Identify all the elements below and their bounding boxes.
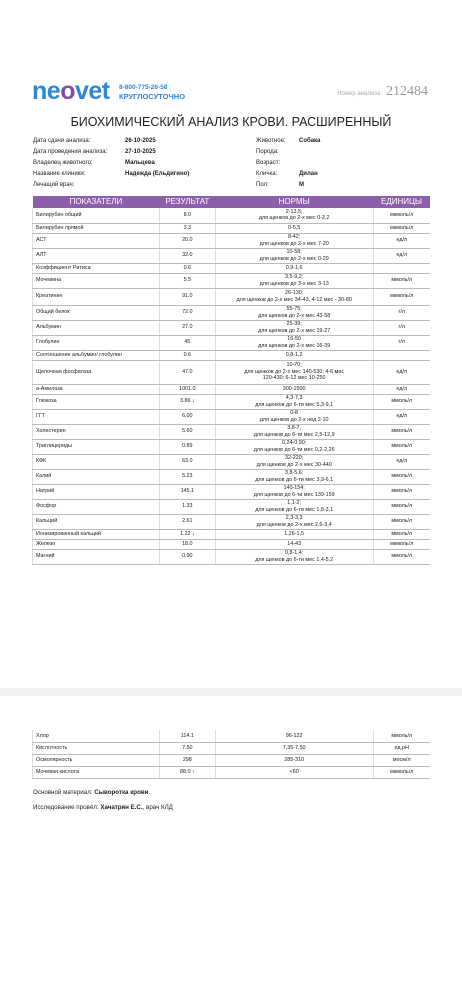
column-header-result: РЕЗУЛЬТАТ <box>159 196 215 208</box>
info-value: Дилан <box>299 171 318 177</box>
unit-value: ммоль/л <box>373 514 430 529</box>
indicator-name: Холестерин <box>33 424 160 439</box>
indicator-name: Билирубин общий <box>33 208 160 223</box>
norm-line: 0-5,5 <box>288 224 301 231</box>
unit-value: ед/л <box>373 454 430 469</box>
info-value: М <box>299 182 304 188</box>
table-row <box>33 742 431 754</box>
unit-value: ед/л <box>373 384 430 394</box>
norm-range <box>215 335 373 350</box>
unit-value: г/л <box>373 305 430 320</box>
info-row <box>33 158 189 169</box>
result-value: 8.0 <box>159 208 215 223</box>
unit-value: г/л <box>373 335 430 350</box>
info-row <box>33 136 189 147</box>
norm-line: для щенков до 6-ти мес 1,4-5,2 <box>255 556 334 563</box>
result-value: 3.86 ↓ <box>159 394 215 409</box>
info-value: 26-10-2025 <box>125 138 156 144</box>
analysis-number-label: Номер анализа: <box>337 91 382 97</box>
logo-text-part: ne <box>32 77 61 105</box>
norm-range <box>215 360 373 384</box>
unit-value: ммоль/л <box>373 529 430 539</box>
info-label: Порода: <box>256 149 279 155</box>
column-header-indicator: ПОКАЗАТЕЛИ <box>33 196 160 208</box>
unit-value: мкмоль/л <box>373 208 430 223</box>
table-row <box>33 484 431 499</box>
result-value: 0.90 <box>159 549 215 564</box>
indicator-name: КФК <box>33 454 160 469</box>
info-value: Надежда (Ельдигино) <box>125 171 190 177</box>
result-value: 88.0 ↑ <box>159 766 215 778</box>
indicator-name: Мочевина <box>33 273 160 288</box>
performer-name: Хачатрян Е.С. <box>100 804 143 811</box>
norm-line: для щенков до 6-ти мес 2,5-12,9 <box>253 431 335 438</box>
indicator-name: Триглицериды <box>33 439 160 454</box>
document-title: БИОХИМИЧЕСКИЙ АНАЛИЗ КРОВИ. РАСШИРЕННЫЙ <box>70 115 392 129</box>
unit-value: мкмоль/л <box>373 288 430 305</box>
logo-text-accent: o <box>60 77 75 105</box>
norm-line: 0,8-1,2 <box>285 351 303 358</box>
info-row <box>256 147 320 158</box>
result-value: 45 <box>159 335 215 350</box>
norm-range <box>215 409 373 424</box>
norm-line: 0,9-1,6 <box>285 264 303 271</box>
norm-line: 3,5-9,2; <box>285 274 304 280</box>
norm-range <box>215 208 373 223</box>
unit-value: мкмоль/л <box>373 539 430 549</box>
result-value: 0.6 <box>159 263 215 273</box>
performer-label: Исследование провёл: <box>33 804 101 811</box>
norm-line: для щенков до 2-х мес 43-58 <box>258 312 331 319</box>
norm-line: для щенков до 2-х мес 0-2,2 <box>258 215 330 222</box>
material-line <box>33 789 150 796</box>
norm-range <box>215 273 373 288</box>
result-value: 63.0 <box>159 454 215 469</box>
result-value: 0.89 <box>159 439 215 454</box>
table-row <box>33 424 431 439</box>
norm-line: для щенков до 2-х мес 34-43, 4-12 мес - 30-80 <box>236 296 352 303</box>
info-label: Кличка: <box>256 171 278 177</box>
table-row <box>33 499 431 514</box>
norm-range <box>215 754 373 766</box>
table-row <box>33 439 431 454</box>
table-row <box>33 248 431 263</box>
norm-line: для щенков до 6-ти мес 3,9-6,1 <box>255 476 334 483</box>
info-row <box>256 169 320 180</box>
norm-line: <60 <box>289 768 299 775</box>
result-value: 32.0 <box>159 248 215 263</box>
result-value: 27.0 <box>159 320 215 335</box>
indicator-name: Щелочная фосфатаза <box>33 360 160 384</box>
indicator-name: Магний <box>33 549 160 564</box>
table-row <box>33 766 431 778</box>
norm-range <box>215 549 373 564</box>
analysis-number-value: 212484 <box>386 84 428 99</box>
norm-line: 16-50 <box>287 336 302 342</box>
table-row <box>33 360 431 384</box>
info-value: Собака <box>299 138 321 144</box>
result-value: 1.33 <box>159 499 215 514</box>
norm-line: для щенков до 2-х мес 0-29 <box>259 255 329 262</box>
norm-line: 2,3-3,3 <box>285 515 303 521</box>
norm-range <box>215 742 373 754</box>
indicator-name: Осмолярность <box>33 754 160 766</box>
unit-value: ммоль/л <box>373 439 430 454</box>
norm-line: 25-39; <box>286 321 302 327</box>
phone-number: 8-800-775-26-58 <box>119 84 168 91</box>
norm-line: 3,8-7, <box>287 425 302 431</box>
norm-range <box>215 766 373 778</box>
norm-range <box>215 469 373 484</box>
norm-line: 1,26-1,5 <box>284 530 305 537</box>
norm-line: для щенков до 2-х мес 16-39 <box>258 342 331 349</box>
norm-line: 7,35-7,50 <box>282 744 306 751</box>
info-label: Владелец животного: <box>33 160 93 166</box>
indicator-name: Фосфор <box>33 499 160 514</box>
info-row <box>256 158 320 169</box>
norm-line: для щенков до 2-х нед 2-10 <box>259 416 329 423</box>
column-header-norm: НОРМЫ <box>215 196 373 208</box>
material-value: Сыворотка крови <box>94 789 149 796</box>
indicator-name: АЛТ <box>33 248 160 263</box>
unit-value: ммоль/л <box>373 469 430 484</box>
norm-line: 3,8-5,6; <box>285 470 304 476</box>
results-table-continued-body <box>33 730 431 778</box>
info-row <box>256 136 320 147</box>
indicator-name: Натрий <box>33 484 160 499</box>
info-value: Мальцева <box>125 160 155 166</box>
performer-role: , врач КЛД <box>142 804 173 811</box>
norm-range <box>215 248 373 263</box>
result-value: 145.1 <box>159 484 215 499</box>
norm-range <box>215 730 373 742</box>
table-row <box>33 350 431 360</box>
result-value: 6.00 <box>159 409 215 424</box>
norm-line: 285-310 <box>284 756 305 763</box>
result-value: 72.0 <box>159 305 215 320</box>
norm-line: для щенков до 2-х мес 30-440 <box>256 461 332 468</box>
norm-line: для щенков до 6-ти мес 139-159 <box>253 491 335 498</box>
indicator-name: Железо <box>33 539 160 549</box>
norm-line: 1,1-2; <box>287 500 302 506</box>
logo-text-part: vet <box>74 77 110 105</box>
analysis-number <box>337 84 428 100</box>
unit-value: ммоль/л <box>373 549 430 564</box>
result-value: 18.0 <box>159 539 215 549</box>
norm-range <box>215 350 373 360</box>
table-row <box>33 208 431 223</box>
info-right-block <box>256 136 320 191</box>
info-label: Дата проведения анализа: <box>33 149 108 155</box>
unit-value: мкмоль/л <box>373 223 430 233</box>
result-value: 1001.0 <box>159 384 215 394</box>
norm-line: 0,24-0,90; <box>282 440 307 446</box>
norm-line: для щенков до 6-ти мес 5,3-9,1 <box>255 401 334 408</box>
norm-line: для щенков до 2-х мес 7-20 <box>259 240 329 247</box>
norm-range <box>215 320 373 335</box>
info-row <box>256 180 320 191</box>
indicator-name: Общий белок <box>33 305 160 320</box>
result-value: 114.1 <box>159 730 215 742</box>
norm-range <box>215 499 373 514</box>
indicator-name: Ионизированный кальций <box>33 529 160 539</box>
norm-line: для щенков до 6-ти мес 0,2-2,26 <box>253 446 335 453</box>
indicator-name: Билирубин прямой <box>33 223 160 233</box>
result-value: 5.60 <box>159 424 215 439</box>
norm-range <box>215 539 373 549</box>
indicator-name: Хлор <box>33 730 160 742</box>
result-value: 20.0 <box>159 233 215 248</box>
norm-range <box>215 454 373 469</box>
info-label: Возраст: <box>256 160 281 166</box>
info-label: Дата сдачи анализа: <box>33 138 91 144</box>
material-period: . <box>148 789 151 796</box>
norm-range <box>215 529 373 539</box>
result-value: 3.3 <box>159 223 215 233</box>
info-row <box>33 180 189 191</box>
unit-value: г/л <box>373 320 430 335</box>
result-value: 7.50 <box>159 742 215 754</box>
norm-range <box>215 223 373 233</box>
norm-line: 14-43 <box>287 540 302 547</box>
table-row <box>33 539 431 549</box>
indicator-name: Коэффициент Ритиса <box>33 263 160 273</box>
norm-line: 55-75; <box>286 306 302 312</box>
unit-value: ед/л <box>373 409 430 424</box>
table-row <box>33 335 431 350</box>
result-value: 1.22 ↓ <box>159 529 215 539</box>
info-left-block <box>33 136 189 191</box>
norm-range <box>215 384 373 394</box>
norm-line: для щенков до 2-х мес 2,6-3,4 <box>256 521 332 528</box>
norm-line: для щенков до 3-х мес 3-13 <box>259 280 329 287</box>
performer-line <box>33 804 173 811</box>
unit-value: ммоль/л <box>373 424 430 439</box>
table-row <box>33 305 431 320</box>
table-row <box>33 320 431 335</box>
indicator-name: АСТ <box>33 233 160 248</box>
table-row <box>33 288 431 305</box>
indicator-name: Глюкоза <box>33 394 160 409</box>
info-label: Животное: <box>256 138 286 144</box>
norm-range <box>215 439 373 454</box>
norm-line: 8-42; <box>288 234 301 240</box>
norm-line: 10-58; <box>286 249 302 255</box>
unit-value: ммоль/л <box>373 484 430 499</box>
indicator-name: Мочевая кислота <box>33 766 160 778</box>
result-value: 5.23 <box>159 469 215 484</box>
table-row <box>33 469 431 484</box>
table-row <box>33 454 431 469</box>
table-row <box>33 394 431 409</box>
norm-range <box>215 288 373 305</box>
unit-value: ммоль/л <box>373 273 430 288</box>
norm-line: 2-13,5; <box>285 208 303 215</box>
column-header-units: ЕДИНИЦЫ <box>373 196 430 208</box>
results-table-continued <box>32 730 430 779</box>
norm-line: 96-122 <box>285 732 303 739</box>
info-value: 27-10-2025 <box>125 149 156 155</box>
norm-line: 300-1500 <box>282 385 306 392</box>
unit-value <box>373 350 430 360</box>
result-value: 47.0 <box>159 360 215 384</box>
result-value: 0.6 <box>159 350 215 360</box>
unit-value: мкмоль/л <box>373 766 430 778</box>
norm-line: для щенков до 2-х мес 19-27 <box>258 327 331 334</box>
indicator-name: Калий <box>33 469 160 484</box>
unit-value: ед.pH <box>373 742 430 754</box>
material-label: Основной материал: <box>33 789 95 796</box>
norm-line: 0,8-1,4; <box>285 550 304 556</box>
norm-range <box>215 424 373 439</box>
norm-range <box>215 514 373 529</box>
norm-line: 120-430; 6-12 мес 10-250 <box>262 375 326 382</box>
unit-value: ед/л <box>373 233 430 248</box>
norm-range <box>215 484 373 499</box>
table-row <box>33 233 431 248</box>
norm-line: 140-154; <box>283 485 305 491</box>
unit-value: ед/л <box>373 248 430 263</box>
result-value: 5.5 <box>159 273 215 288</box>
table-row <box>33 273 431 288</box>
unit-value: ммоль/л <box>373 730 430 742</box>
info-row <box>33 147 189 158</box>
indicator-name: Креатинин <box>33 288 160 305</box>
table-row <box>33 223 431 233</box>
table-row <box>33 529 431 539</box>
info-label: Пол: <box>256 182 269 188</box>
norm-range <box>215 263 373 273</box>
unit-value: ммоль/л <box>373 394 430 409</box>
norm-range <box>215 305 373 320</box>
unit-value: мосм/л <box>373 754 430 766</box>
clinic-contact <box>119 84 185 101</box>
norm-line: 0-8 <box>290 410 299 416</box>
table-row <box>33 409 431 424</box>
indicator-name: Соотношение альбумин/ глобулин <box>33 350 160 360</box>
norm-line: 32-220; <box>285 455 304 461</box>
indicator-name: Глобулин <box>33 335 160 350</box>
indicator-name: Кальций <box>33 514 160 529</box>
result-value: 298 <box>159 754 215 766</box>
indicator-name: a-Амилаза <box>33 384 160 394</box>
unit-value: ммоль/л <box>373 499 430 514</box>
norm-range <box>215 394 373 409</box>
info-label: Лечащий врач: <box>33 182 75 188</box>
neovet-logo <box>32 78 110 104</box>
norm-line: для щенков до 6-ти мес 1,8-3,1 <box>255 506 334 513</box>
table-row <box>33 514 431 529</box>
indicator-name: Альбумин <box>33 320 160 335</box>
table-row <box>33 549 431 564</box>
norm-line: 4,3-7,3 <box>285 395 303 401</box>
page-separator <box>0 688 462 696</box>
table-row <box>33 754 431 766</box>
indicator-name: Кислотность <box>33 742 160 754</box>
info-label: Название клиники: <box>33 171 86 177</box>
norm-line: для щенков до 2-х мес 140-530; 4-6 мес <box>244 368 345 375</box>
unit-value: ед/л <box>373 360 430 384</box>
working-hours: КРУГЛОСУТОЧНО <box>119 92 186 101</box>
result-value: 2.61 <box>159 514 215 529</box>
indicator-name: ГГТ <box>33 409 160 424</box>
norm-line: 10-70; <box>286 362 302 369</box>
norm-range <box>215 233 373 248</box>
table-row <box>33 263 431 273</box>
result-value: 91.0 <box>159 288 215 305</box>
results-table-body <box>33 208 431 564</box>
table-header-row <box>33 196 431 208</box>
norm-line: 26-130; <box>285 290 304 296</box>
results-table <box>32 196 430 565</box>
table-row <box>33 730 431 742</box>
table-row <box>33 384 431 394</box>
unit-value <box>373 263 430 273</box>
info-row <box>33 169 189 180</box>
